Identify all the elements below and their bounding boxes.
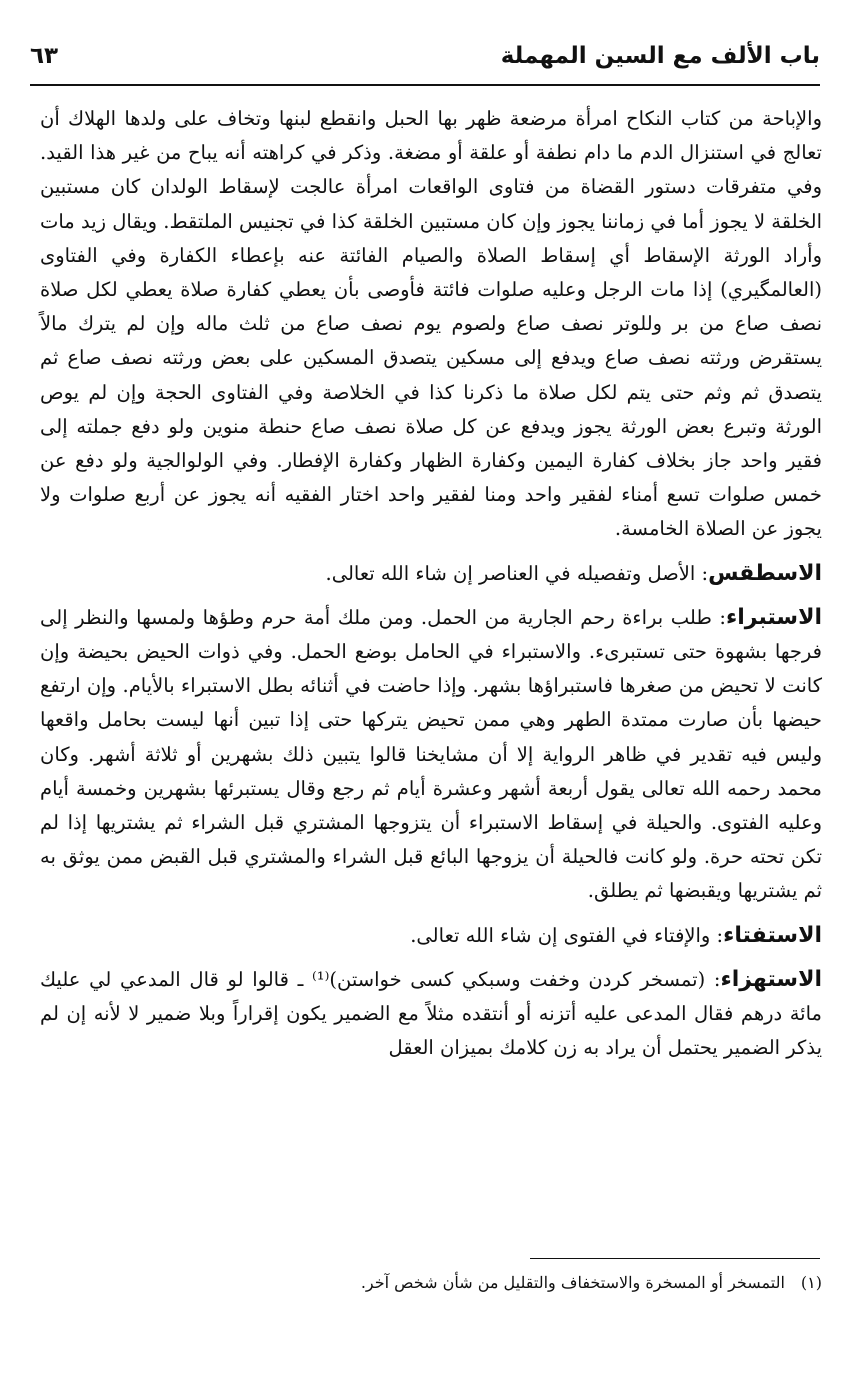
footnote-text: التمسخر أو المسخرة والاستخفاف والتقليل من شأن شخص آخر. — [360, 1273, 785, 1292]
main-text — [40, 102, 822, 1065]
paragraph-text: والإباحة من كتاب النكاح امرأة مرضعة ظهر بها الحبل وانقطع لبنها وتخاف على ولدها الهلاك أن تعالج في استنزال الدم ما دام نطفة أو علقة أو مضغة. وذكر في كراهته أنه يباح من غير هذا القيد. وفي متفرقات دستور القضاة من فتاوى الواقعات امرأة عالجت لإسقاط الولدان كان مستبين الخلقة لا يجوز أما في زماننا يجوز وإن كان مستبين الخلقة كذا في تجنيس الملتقط. ويقال زيد مات وأراد الورثة الإسقاط أي إسقاط الصلاة والصيام الفائتة عنه بإعطاء الكفارة وفي الفتاوى (العالمگيري) إذا مات الرجل وعليه صلوات فائتة فأوصى بأن يعطي كفارة صلاة يعطي لكل صلاة نصف صاع من بر وللوتر نصف صاع ولصوم يوم نصف صاع من ثلث ماله وإن لم يترك مالاً يستقرض ورثته نصف صاع ويدفع إلى مسكين يتصدق المسكين على بعض ورثته نصف صاع ثم يتصدق ثم وثم حتى يتم لكل صلاة ما ذكرنا كذا في الخلاصة وفي الفتاوى الحجة وإن لم يوص الورثة وتبرع بعض الورثة يجوز ويدفع عن كل صلاة نصف صاع حنطة منوين ولو دفع جملته إلى فقير واحد جاز بخلاف كفارة اليمين وكفارة الظهار وكفارة الإفطار. وفي الولوالجية ولو دفع عن خمس صلوات تسع أمناء لفقير واحد ومنا لفقير واحد اختار الفقيه أنه يجوز عن أربع صلوات ولا يجوز عن الصلاة الخامسة. — [40, 107, 822, 541]
entry-headword: الاستبراء — [726, 604, 822, 630]
entry-text: : (تمسخر كردن وخفت وسبكي كسى خواستن)⁽¹⁾ ـ قالوا لو قال المدعي لي عليك مائة درهم فقال المدعى عليه أتزنه أو أنتقده مثلاً مع الضمير يكون إقراراً وبلا ضمير لا لأنه إن لم يذكر الضمير يحتمل أن يراد به زن كلامك بميزان العقل — [40, 967, 822, 1060]
entry-text: : الأصل وتفصيله في العناصر إن شاء الله تعالى. — [325, 561, 709, 585]
footnote — [40, 1268, 822, 1298]
entry-text: : طلب براءة رحم الجارية من الحمل. ومن ملك أمة حرم وطؤها ولمسها والنظر إلى فرجها بشهوة حتى تستبرىء. والاستبراء في الحامل بوضع الحمل. وفي ذوات الحيض بحيضة وإن كانت لا تحيض من صغرها فاستبراؤها بشهر. وإذا حاضت في أثنائه بطل الاستبراء بالأيام. وإن ارتفع حيضها بأن صارت ممتدة الطهر وهي ممن تحيض يتركها حتى إذا تبين أنها ليست بحامل واقعها وليس فيه تقدير في ظاهر الرواية إلا أن مشايخنا قالوا يتبين ذلك بشهرين أو ثلاثة أشهر. وكان محمد رحمه الله تعالى يقول أربعة أشهر وعشرة أيام ثم رجع وقال يستبرئها بشهرين وخمسة أيام وعليه الفتوى. والحيلة في إسقاط الاستبراء أن يتزوجها المشتري قبل الشراء ثم يشتريها إذا لم تكن تحته حرة. ولو كانت فالحيلة أن يزوجها البائع قبل الشراء والمشتري قبل القبض ممن يوثق به ثم يشتريها ويقبضها ثم يطلق. — [40, 605, 822, 903]
entry-headword: الاستهزاء — [720, 966, 822, 992]
entry-istibra — [40, 601, 822, 909]
entry-headword: الاستفتاء — [723, 922, 822, 948]
entry-istihza — [40, 963, 822, 1066]
entry-ustuqus — [40, 557, 822, 591]
entry-istifta — [40, 919, 822, 953]
header-rule — [30, 84, 820, 86]
paragraph-continuation — [40, 102, 822, 547]
page-header — [30, 36, 820, 76]
entry-headword: الاسطقس — [708, 560, 822, 586]
footnote-number: (١) — [800, 1273, 822, 1292]
entry-text: : والإفتاء في الفتوى إن شاء الله تعالى. — [410, 923, 724, 947]
running-title: باب الألف مع السين المهملة — [500, 43, 820, 69]
page-number: ٦٣ — [30, 43, 59, 69]
footnote-rule — [530, 1258, 820, 1259]
